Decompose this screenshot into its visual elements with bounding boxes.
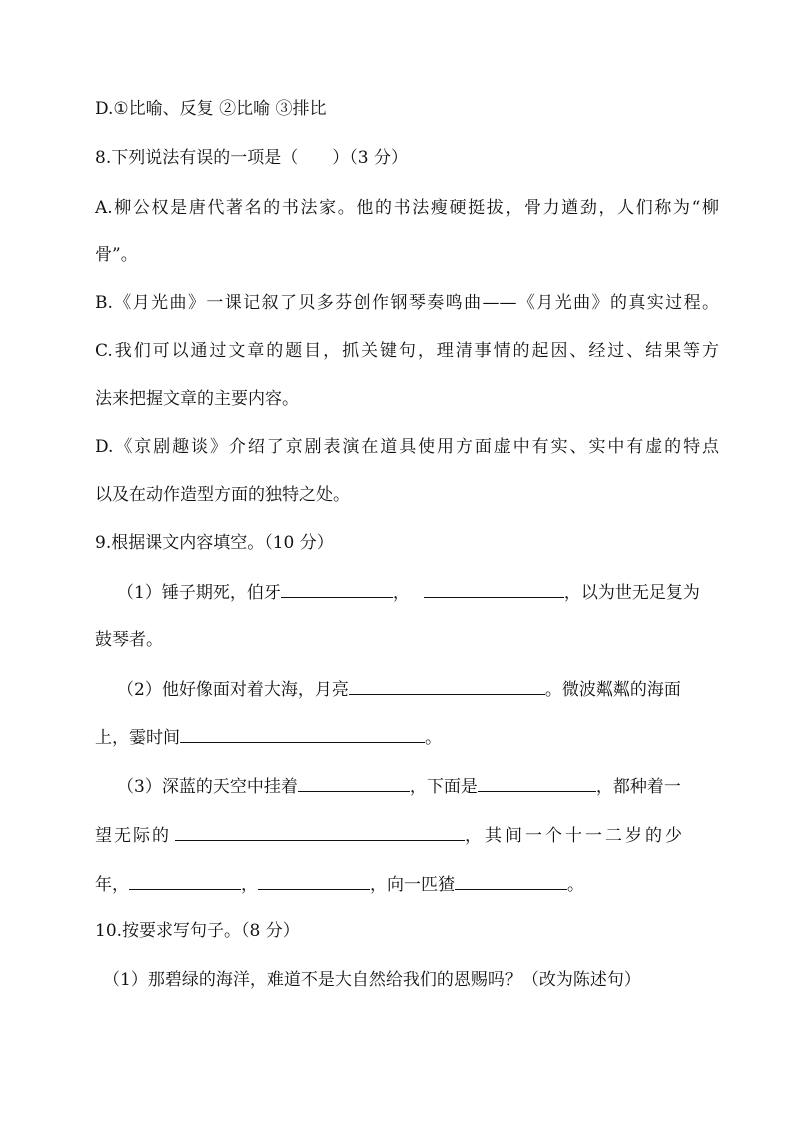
q9-sentence1 bbox=[117, 580, 700, 605]
q8-score: ）（3 分） bbox=[332, 148, 408, 168]
q9-sentence1-line2: 鼓琴者。 bbox=[95, 630, 163, 650]
q9-stem: 9.根据课文内容填空。（10 分） bbox=[95, 533, 334, 553]
q9-s2-text-d: 。 bbox=[425, 728, 442, 748]
answer-blank[interactable] bbox=[258, 872, 370, 890]
q9-s2-text-c: 上，霎时间 bbox=[95, 728, 180, 748]
q9-s3-text-i: 。 bbox=[567, 875, 584, 895]
q9-s3-text-c: ，都种着一 bbox=[595, 777, 681, 797]
q8-option-c-line1: C.我们可以通过文章的题目，抓关键句，理清事情的起因、经过、结果等方 bbox=[95, 341, 719, 361]
answer-blank[interactable] bbox=[180, 725, 425, 743]
q9-s3-text-f: 年， bbox=[95, 875, 129, 895]
q9-s3-text-b: ，下面是 bbox=[409, 777, 478, 797]
q9-s3-text-g: ， bbox=[241, 875, 258, 895]
answer-blank[interactable] bbox=[349, 677, 545, 695]
q8-option-c-line2: 法来把握文章的主要内容。 bbox=[95, 389, 299, 409]
q9-sentence2-line2 bbox=[95, 725, 442, 750]
q8-stem-text: 8.下列说法有误的一项是（ bbox=[95, 148, 299, 168]
answer-blank[interactable] bbox=[129, 872, 241, 890]
q8-option-d-line1: D.《京剧趣谈》介绍了京剧表演在道具使用方面虚中有实、实中有虚的特点 bbox=[95, 437, 719, 457]
q8-option-a-line1: A.柳公权是唐代著名的书法家。他的书法瘦硬挺拔，骨力遒劲，人们称为“柳 bbox=[95, 198, 719, 218]
q9-s1-text-c: ，以为世无足复为 bbox=[563, 583, 700, 603]
q9-s3-text-a: （3）深蓝的天空中挂着 bbox=[117, 777, 298, 797]
q9-s3-text-e: ，其间一个十一二岁的少 bbox=[465, 826, 685, 846]
answer-blank[interactable] bbox=[281, 580, 393, 598]
q10-stem: 10.按要求写句子。（8 分） bbox=[95, 921, 300, 941]
q8-option-a-line2: 骨”。 bbox=[95, 245, 138, 265]
answer-blank[interactable] bbox=[175, 823, 465, 841]
q9-sentence3-line3 bbox=[95, 872, 584, 897]
q9-s1-text-b: ， bbox=[392, 583, 410, 603]
q8-option-b: B.《月光曲》一课记叙了贝多芬创作钢琴奏鸣曲——《月光曲》的真实过程。 bbox=[95, 293, 719, 313]
q9-sentence2 bbox=[117, 677, 681, 702]
q10-sentence1: （1）那碧绿的海洋，难道不是大自然给我们的恩赐吗？（改为陈述句） bbox=[103, 970, 641, 990]
q9-s1-text-a: （1）锤子期死，伯牙 bbox=[117, 583, 281, 603]
q8-option-d-line2: 以及在动作造型方面的独特之处。 bbox=[95, 485, 350, 505]
q9-sentence3 bbox=[117, 774, 681, 799]
q9-s2-text-a: （2）他好像面对着大海，月亮 bbox=[117, 680, 349, 700]
answer-blank[interactable] bbox=[424, 580, 564, 598]
answer-blank[interactable] bbox=[298, 774, 410, 792]
q9-sentence3-line2 bbox=[95, 823, 685, 848]
answer-blank[interactable] bbox=[455, 872, 567, 890]
q7-option-d: D.①比喻、反复 ②比喻 ③排比 bbox=[95, 99, 327, 119]
q9-s2-text-b: 。微波粼粼的海面 bbox=[544, 680, 681, 700]
q8-stem bbox=[95, 146, 408, 170]
answer-blank[interactable] bbox=[478, 774, 596, 792]
q9-s3-text-h: ，向一匹猹 bbox=[370, 875, 455, 895]
q9-s3-text-d: 望无际的 bbox=[95, 826, 171, 846]
